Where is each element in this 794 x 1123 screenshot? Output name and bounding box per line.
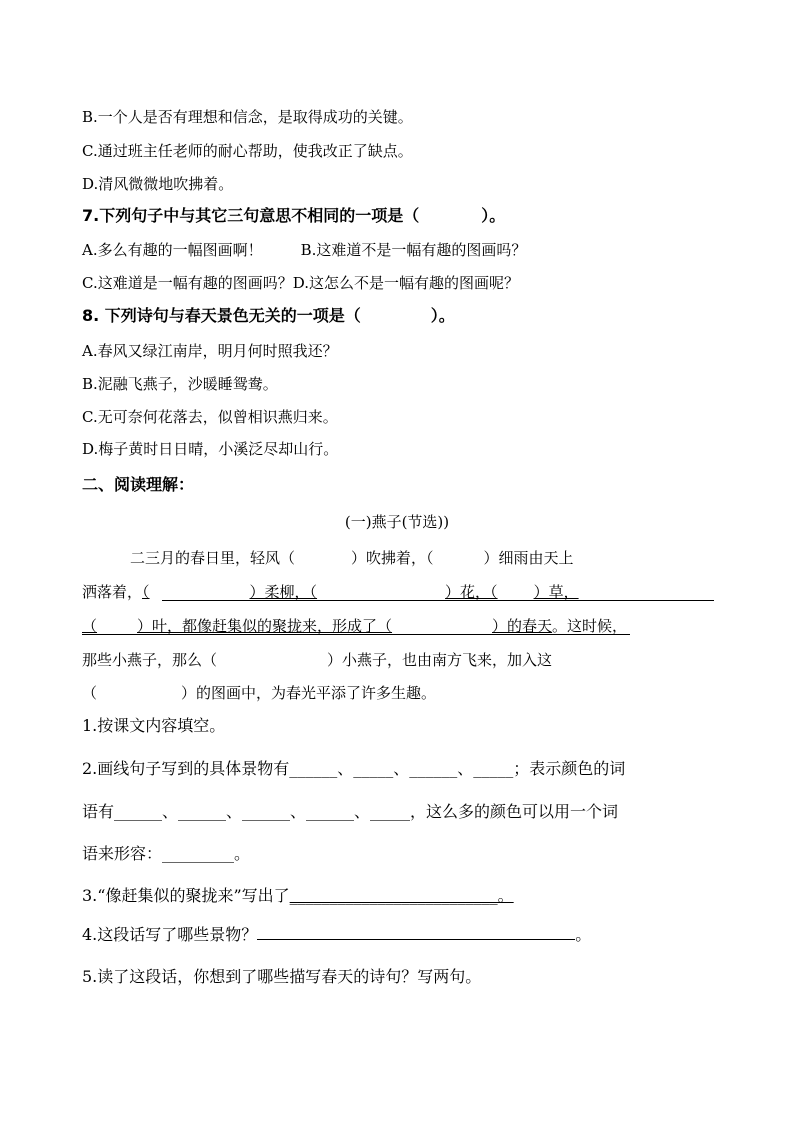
passage-text: ）的春天 (492, 617, 553, 635)
q7-options-row1 (82, 239, 526, 261)
q6-option-d: D.清风微微地吹拂着。 (82, 175, 234, 193)
passage-text: 二三月的春日里，轻风（ (130, 549, 296, 567)
passage-text: ）小燕子，也由南方飞来，加入这 (327, 651, 553, 669)
passage-text: ）草， (533, 583, 579, 601)
underline-rule (162, 600, 714, 601)
subq-2-line2: 语有______、______、______、______、_____，这么多的颜色可以用一个词 (82, 802, 619, 821)
passage-text: ）的图画中，为春光平添了许多生趣。 (181, 684, 437, 702)
q7-stem-text: 7.下列句子中与其它三句意思不相同的一项是（ (82, 206, 420, 225)
underlined-sentence (142, 583, 579, 601)
q7-option-d: D.这怎么不是一幅有趣的图画呢？ (292, 274, 519, 292)
q7-stem (82, 205, 505, 227)
subq-1: 1.按课文内容填空。 (82, 716, 226, 735)
subq-2-line1: 2.画线句子写到的具体景物有______、_____、______、_____；表示颜色的词 (82, 759, 626, 778)
passage-line-1 (130, 547, 762, 568)
q7-option-b: B.这难道不是一幅有趣的图画吗？ (300, 241, 527, 259)
q6-option-c: C.通过班主任老师的耐心帮助，使我改正了缺点。 (82, 142, 413, 160)
passage-text: 洒落着， (82, 583, 143, 601)
passage-text: ）花，（ (445, 583, 498, 601)
subq-4-end: 。 (575, 925, 592, 944)
subq-4-answer-line[interactable] (257, 925, 575, 940)
subq-3-answer-line[interactable]: __________________________。 (289, 886, 514, 905)
q7-stem-end: ）。 (481, 206, 506, 225)
q8-stem-text: 8. 下列诗句与春天景色无关的一项是（ (82, 306, 361, 325)
q6-option-b: B.一个人是否有理想和信念，是取得成功的关键。 (82, 108, 413, 126)
underline-rule (82, 634, 630, 635)
q8-stem (82, 305, 455, 327)
q7-option-c: C.这难道是一幅有趣的图画吗？ (82, 274, 293, 292)
q8-stem-end: ）。 (430, 306, 455, 325)
passage-text: 那些小燕子，那么（ (82, 651, 218, 669)
q8-option-c: C.无可奈何花落去，似曾相识燕归来。 (82, 408, 338, 426)
passage-line-5 (82, 682, 714, 703)
underlined-sentence (82, 617, 552, 635)
passage-text: 。这时候， (552, 617, 628, 635)
passage-text: ）柔柳，（ (249, 583, 318, 601)
subq-4 (82, 924, 591, 946)
q8-option-d: D.梅子黄时日日晴，小溪泛尽却山行。 (82, 440, 339, 458)
passage-line-2 (82, 581, 714, 602)
subq-2-line3: 语来形容：_________。 (82, 844, 251, 863)
passage-text: （ (82, 684, 98, 702)
passage-line-3 (82, 615, 714, 636)
subq-4-text: 4.这段话写了哪些景物？ (82, 925, 258, 944)
subq-3-text: 3.“像赶集似的聚拢来”写出了 (82, 886, 290, 905)
subq-3 (82, 885, 514, 907)
passage-text: ）吹拂着，（ (351, 549, 434, 567)
q8-option-b: B.泥融飞燕子，沙暖睡鸳鸯。 (82, 375, 278, 393)
passage-text: ）细雨由天上 (483, 549, 574, 567)
passage-text: （ (82, 617, 98, 635)
passage-text: ）叶，都像赶集似的聚拢来，形成了（ (137, 617, 393, 635)
q7-option-a: A.多么有趣的一幅图画啊！ (82, 241, 263, 259)
q7-options-row2 (82, 272, 519, 294)
section-heading: 二、阅读理解： (82, 475, 195, 494)
q8-option-a: A.春风又绿江南岸，明月何时照我还？ (82, 342, 338, 360)
passage-title: (一)燕子(节选)) (344, 513, 450, 531)
passage-line-4 (82, 649, 714, 670)
subq-5: 5.读了这段话，你想到了哪些描写春天的诗句？写两句。 (82, 967, 482, 986)
passage-text: （ (142, 583, 150, 601)
